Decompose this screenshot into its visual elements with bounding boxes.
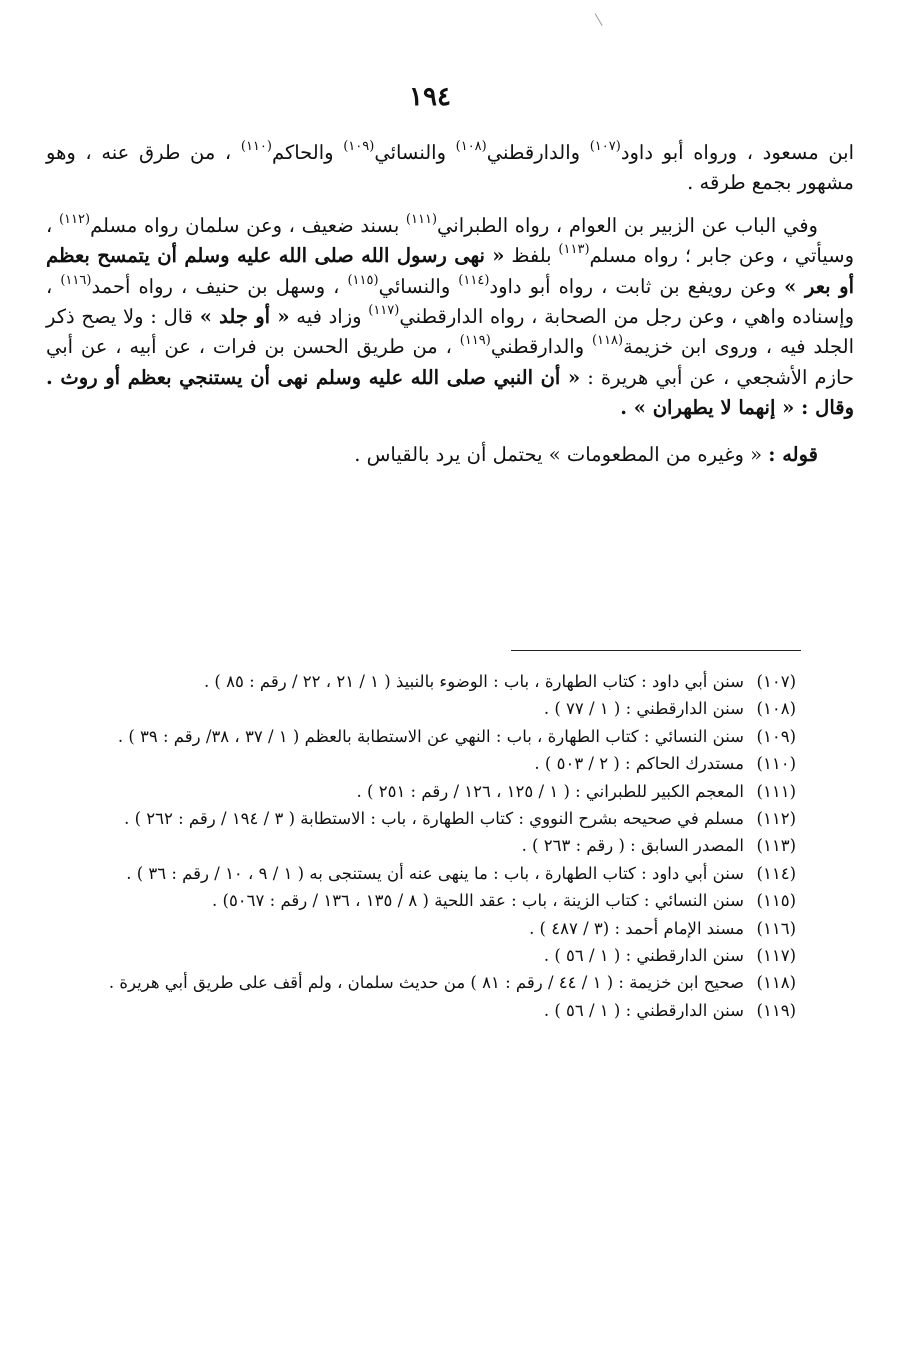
footnote-ref-115[interactable]: (١١٥) [347, 272, 379, 288]
text-span: « وغيره من المطعومات » يحتمل أن يرد بالقياس . [354, 442, 769, 466]
footnote-ref-117[interactable]: (١١٧) [368, 303, 400, 319]
text-span: والنسائي [378, 274, 459, 298]
text-span: ، وسيأتي ، وعن جابر ؛ رواه مسلم [46, 213, 855, 268]
paragraph-1 [46, 138, 854, 199]
text-span: وعن رويفع بن ثابت ، رواه أبو داود [489, 274, 785, 298]
footnote-number: (١١٤) [756, 863, 796, 883]
footnote-ref-107[interactable]: (١٠٧) [589, 139, 621, 154]
footnote-item [40, 695, 796, 722]
footnote-number: (١١٢) [756, 809, 796, 829]
text-span: ابن مسعود ، ورواه أبو داود [620, 141, 855, 164]
hadith-quote-2: « أو جلد » [199, 305, 290, 329]
text-span: ، وسهل بن حنيف ، رواه أحمد [91, 274, 348, 298]
footnote-text: مستدرك الحاكم : ( ٢ / ٥٠٣ ) . [534, 754, 744, 774]
footnote-ref-113[interactable]: (١١٣) [558, 242, 590, 258]
text-span: والدارقطني [490, 335, 592, 359]
footnote-number: (١٠٩) [756, 726, 796, 746]
footnote-ref-108[interactable]: (١٠٨) [455, 139, 487, 154]
text-span: قال : ولا يصح ذكر الجلد فيه ، وروى ابن خزيمة [46, 305, 854, 359]
hadith-quote-1: « نهى رسول الله صلى الله عليه وسلم أن يتمسح بعظم أو بعر » [46, 244, 854, 298]
footnote-ref-114[interactable]: (١١٤) [458, 272, 490, 288]
main-text [46, 138, 854, 470]
scan-mark [595, 12, 605, 26]
footnote-number: (١١٧) [756, 946, 796, 966]
footnote-text: سنن النسائي : كتاب الزينة ، باب : عقد اللحية ( ٨ / ١٣٥ ، ١٣٦ / رقم : ٥٠٦٧) . [212, 891, 744, 911]
paragraph-2 [46, 211, 854, 424]
footnote-number: (١١٦) [756, 918, 796, 938]
footnote-number: (١١٥) [756, 891, 796, 911]
footnote-item [40, 969, 796, 996]
footnote-item [40, 723, 796, 750]
footnote-text: مسند الإمام أحمد : (٣ / ٤٨٧ ) . [529, 918, 744, 938]
text-span: ، من طرق عنه ، وهو مشهور بجمع طرقه . [46, 141, 854, 195]
footnote-text: سنن الدارقطني : ( ١ / ٥٦ ) . [543, 946, 744, 966]
footnote-divider [511, 650, 801, 651]
footnote-ref-111[interactable]: (١١١) [405, 211, 438, 227]
footnote-number: (١٠٧) [756, 672, 796, 691]
footnote-item [40, 860, 796, 887]
footnote-text: سنن أبي داود : كتاب الطهارة ، باب : الوضوء بالنبيذ ( ١ / ٢١ ، ٢٢ / رقم : ٨٥ ) . [203, 672, 744, 691]
text-span: وفي الباب عن الزبير بن العوام ، رواه الطبراني [437, 213, 818, 237]
footnote-ref-116[interactable]: (١١٦) [60, 272, 92, 288]
text-span: والحاكم [271, 141, 344, 164]
text-span: بلفظ [504, 244, 559, 268]
footnote-item [40, 805, 796, 832]
footnote-text: سنن النسائي : كتاب الطهارة ، باب : النهي عن الاستطابة بالعظم ( ١ / ٣٧ ، ٣٨/ رقم : ٣٩ ) . [117, 726, 744, 746]
footnote-text: سنن الدارقطني : ( ١ / ٧٧ ) . [543, 699, 744, 719]
text-span: ، من طريق الحسن بن فرات ، عن أبيه ، عن أبي حازم الأشجعي ، عن أبي هريرة : [46, 335, 854, 389]
footnote-ref-110[interactable]: (١١٠) [240, 139, 272, 154]
footnote-number: (١٠٨) [756, 699, 796, 719]
text-span: والنسائي [374, 141, 456, 164]
footnote-number: (١١٣) [756, 836, 796, 856]
footnote-number: (١١٩) [756, 1000, 796, 1020]
footnote-text: سنن أبي داود : كتاب الطهارة ، باب : ما ينهى عنه أن يستنجى به ( ١ / ٩ ، ١٠ / رقم : ٣٦ ) . [126, 863, 744, 883]
footnotes-list [40, 668, 796, 1024]
text-span: ، وإسناده واهي ، وعن رجل من الصحابة ، رواه الدارقطني [46, 274, 854, 329]
footnote-ref-119[interactable]: (١١٩) [459, 333, 491, 349]
footnote-text: صحيح ابن خزيمة : ( ١ / ٤٤ / رقم : ٨١ ) من حديث سلمان ، ولم أقف على طريق أبي هريرة . [108, 973, 744, 993]
footnote-ref-112[interactable]: (١١٢) [58, 211, 91, 227]
footnote-item [40, 887, 796, 914]
saying-label: قوله : [768, 442, 818, 466]
text-span: بسند ضعيف ، وعن سلمان رواه مسلم [90, 213, 406, 237]
footnote-number: (١١٨) [756, 973, 796, 993]
footnote-text: سنن الدارقطني : ( ١ / ٥٦ ) . [543, 1000, 744, 1020]
footnote-item [40, 915, 796, 942]
paragraph-3 [46, 440, 854, 470]
footnote-text: المعجم الكبير للطبراني : ( ١ / ١٢٥ ، ١٢٦ / رقم : ٢٥١ ) . [356, 781, 744, 801]
footnote-item [40, 778, 796, 805]
footnote-ref-109[interactable]: (١٠٩) [343, 139, 375, 154]
footnote-text: المصدر السابق : ( رقم : ٢٦٣ ) . [521, 836, 744, 856]
footnote-item [40, 668, 796, 695]
footnote-item [40, 750, 796, 777]
footnote-text: مسلم في صحيحه بشرح النووي : كتاب الطهارة ، باب : الاستطابة ( ٣ / ١٩٤ / رقم : ٢٦٢ ) . [124, 809, 744, 829]
footnote-number: (١١٠) [756, 754, 796, 774]
text-span: وزاد فيه [289, 305, 369, 329]
text-span: والدارقطني [486, 141, 590, 164]
footnote-item [40, 997, 796, 1024]
footnote-item [40, 832, 796, 859]
footnote-ref-118[interactable]: (١١٨) [591, 333, 624, 349]
footnote-number: (١١١) [756, 781, 796, 801]
footnote-item [40, 942, 796, 969]
page-number: ١٩٤ [409, 82, 451, 112]
hadith-quote-3: « أن النبي صلى الله عليه وسلم نهى أن يستنجي بعظم أو روث . وقال : « إنهما لا يطهران » . [46, 365, 854, 420]
